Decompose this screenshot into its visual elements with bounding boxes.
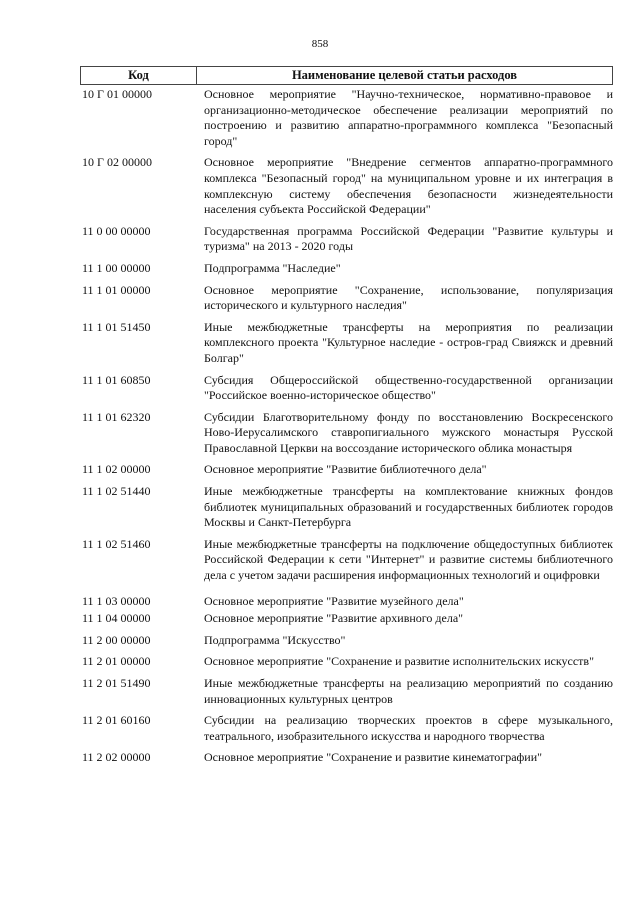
row-name: Основное мероприятие "Сохранение и развитие исполнительских искусств" [204, 654, 594, 669]
table-row [80, 537, 613, 584]
table-row [80, 654, 613, 670]
table-row [80, 155, 613, 217]
row-code: 11 1 03 00000 [82, 593, 151, 608]
row-code: 11 1 01 62320 [82, 409, 151, 424]
row-code: 10 Г 01 00000 [82, 87, 152, 101]
table-row [80, 224, 613, 255]
row-name: Государственная программа Российской Федерации "Развитие культуры и туризма" на 2013 - 2020 годы [204, 223, 613, 254]
table-row [80, 320, 613, 367]
row-name: Субсидии Благотворительному фонду по восстановлению Воскресенского Ново-Иерусалимского ставропигиального мужского монастыря Русской Православной Церкви на воссоздание исторического облика монастыря [204, 409, 613, 455]
row-name: Основное мероприятие "Внедрение сегментов аппаратно-программного комплекса "Безопасный город" на муниципальном уровне и их интеграция в комплексную систему обеспечения безопасности жизнедеятельности населения субъекта Российской Федерации" [204, 155, 613, 217]
row-code: 11 0 00 00000 [82, 223, 151, 238]
table-row [80, 713, 613, 744]
table-row [80, 410, 613, 457]
table-row [80, 87, 613, 149]
table-row [80, 594, 613, 610]
header-name: Наименование целевой статьи расходов [291, 68, 518, 82]
row-name: Основное мероприятие "Сохранение, использование, популяризация исторического и культурного наследия" [204, 282, 613, 313]
table-row [80, 373, 613, 404]
row-name: Субсидия Общероссийской общественно-государственной организации "Российское военно-историческое общество" [204, 372, 613, 403]
row-name: Подпрограмма "Наследие" [204, 260, 341, 275]
table-row [80, 750, 613, 766]
page-number: 858 [311, 38, 329, 50]
header-code: Код [81, 67, 197, 84]
row-name: Подпрограмма "Искусство" [204, 632, 346, 647]
table-row [80, 261, 613, 277]
row-name: Основное мероприятие "Научно-техническое, нормативно-правовое и организационно-методическое обеспечение реализации мероприятий по построению и развитию аппаратно-программного комплекса "Безопасный город" [204, 87, 613, 148]
row-code: 11 1 02 51460 [82, 536, 151, 551]
table-row [80, 484, 613, 531]
table-row [80, 676, 613, 707]
row-name: Основное мероприятие "Развитие архивного дела" [204, 611, 464, 626]
row-code: 11 2 00 00000 [82, 632, 151, 647]
row-code: 11 1 02 51440 [82, 484, 151, 499]
row-name: Субсидии на реализацию творческих проектов в сфере музыкального, театрального, изобразительного искусства и народного творчества [204, 713, 613, 743]
budget-table [80, 66, 613, 766]
row-name: Иные межбюджетные трансферты на мероприятия по реализации комплексного проекта "Культурное наследие - остров-град Свияжск и древний Болгар" [204, 319, 613, 365]
table-row [80, 611, 613, 627]
table-header [80, 66, 613, 85]
row-code: 11 1 02 00000 [82, 462, 151, 477]
table-row [80, 283, 613, 314]
row-name: Основное мероприятие "Развитие музейного дела" [204, 593, 464, 608]
row-code: 11 2 02 00000 [82, 750, 151, 765]
row-code: 10 Г 02 00000 [82, 155, 152, 170]
row-code: 11 1 04 00000 [82, 611, 151, 626]
table-row [80, 462, 613, 478]
row-name: Иные межбюджетные трансферты на реализацию мероприятий по созданию инновационных культурных центров [204, 676, 613, 706]
row-name: Основное мероприятие "Сохранение и развитие кинематографии" [204, 750, 543, 765]
row-code: 11 1 01 60850 [82, 372, 151, 387]
row-code: 11 2 01 00000 [82, 654, 151, 669]
row-code: 11 2 01 60160 [82, 713, 151, 728]
row-code: 11 2 01 51490 [82, 676, 151, 690]
table-row [80, 633, 613, 649]
row-code: 11 1 00 00000 [82, 260, 151, 275]
row-name: Иные межбюджетные трансферты на подключение общедоступных библиотек Российской Федерации к сети "Интернет" и развитие системы библиотечного дела с учетом задачи расширения информационных технологий и оцифровки [204, 536, 613, 583]
row-name: Основное мероприятие "Развитие библиотечного дела" [204, 462, 487, 477]
row-code: 11 1 01 51450 [82, 319, 151, 334]
row-code: 11 1 01 00000 [82, 282, 151, 297]
row-name: Иные межбюджетные трансферты на комплектование книжных фондов библиотек муниципальных образований и государственных библиотек городов Москвы и Санкт-Петербурга [204, 484, 613, 530]
